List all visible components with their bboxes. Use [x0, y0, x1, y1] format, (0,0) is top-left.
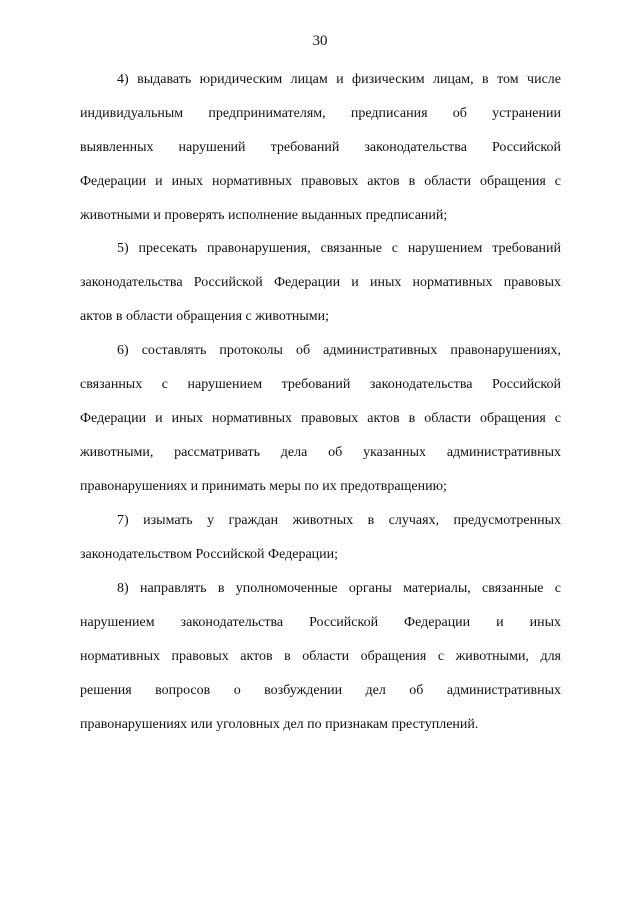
paragraph-5-line-1: 5) пресекать правонарушения, связанные с нарушением требований: [117, 241, 561, 256]
paragraph-6-line-2: связанных с нарушением требований законодательства Российской: [80, 377, 561, 392]
paragraph-6-line-3: Федерации и иных нормативных правовых актов в области обращения с: [80, 411, 561, 426]
paragraph-5-line-2: законодательства Российской Федерации и иных нормативных правовых: [80, 275, 561, 290]
paragraph-8-line-5: правонарушениях или уголовных дел по признакам преступлений.: [80, 717, 479, 732]
paragraph-6-line-1: 6) составлять протоколы об административных правонарушениях,: [117, 343, 561, 358]
paragraph-7-line-1: 7) изымать у граждан животных в случаях, предусмотренных: [117, 513, 561, 528]
paragraph-8-line-3: нормативных правовых актов в области обращения с животными, для: [80, 649, 561, 664]
paragraph-8-line-4: решения вопросов о возбуждении дел об административных: [80, 683, 561, 698]
paragraph-5-line-3: актов в области обращения с животными;: [80, 309, 330, 324]
page-number: 30: [312, 33, 328, 49]
paragraph-8-line-2: нарушением законодательства Российской Федерации и иных: [80, 615, 561, 630]
paragraph-4-line-2: индивидуальным предпринимателям, предписания об устранении: [80, 106, 561, 121]
paragraph-4-line-4: Федерации и иных нормативных правовых актов в области обращения с: [80, 174, 561, 189]
paragraph-6-line-4: животными, рассматривать дела об указанных административных: [80, 445, 561, 460]
paragraph-6-line-5: правонарушениях и принимать меры по их предотвращению;: [80, 479, 447, 494]
paragraph-8-line-1: 8) направлять в уполномоченные органы материалы, связанные с: [117, 581, 561, 596]
paragraph-4-line-1: 4) выдавать юридическим лицам и физическим лицам, в том числе: [117, 72, 561, 87]
paragraph-4-line-3: выявленных нарушений требований законодательства Российской: [80, 140, 561, 155]
paragraph-7-line-2: законодательством Российской Федерации;: [80, 547, 339, 562]
paragraph-4-line-5: животными и проверять исполнение выданных предписаний;: [80, 208, 448, 223]
